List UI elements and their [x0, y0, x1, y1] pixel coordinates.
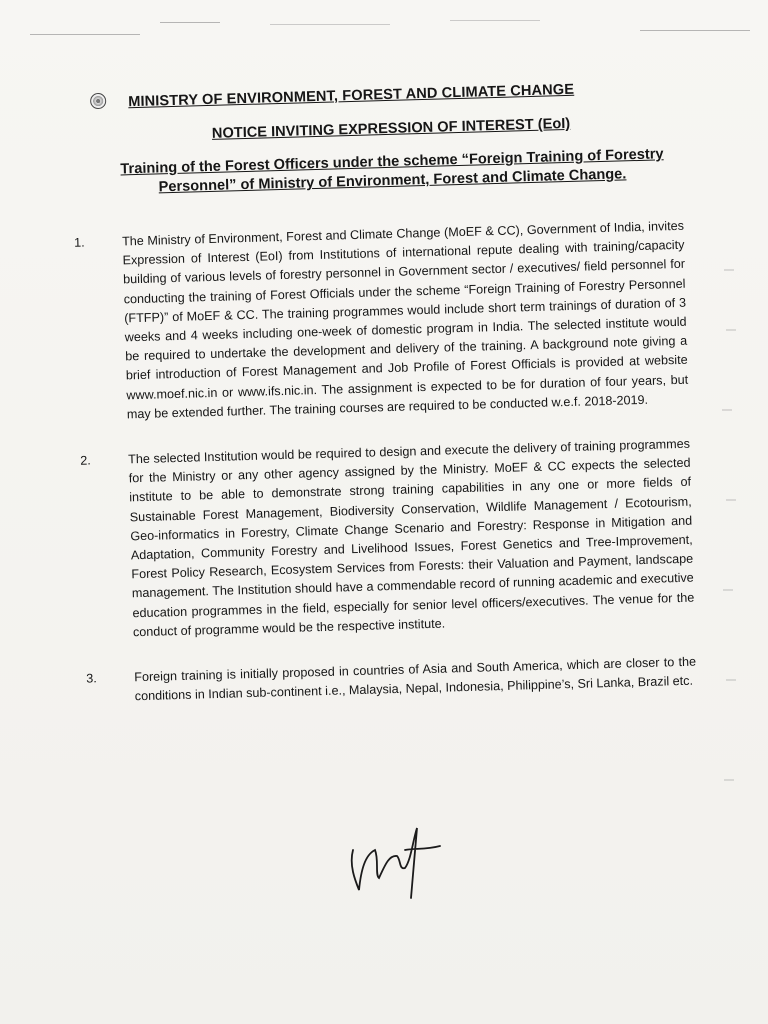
paragraph-2	[80, 435, 695, 643]
ministry-heading: MINISTRY OF ENVIRONMENT, FOREST AND CLIMATE CHANGE	[127, 81, 575, 111]
paragraph-number: 3.	[86, 671, 97, 686]
scan-artifacts-margin	[720, 260, 740, 860]
paragraph-text: The Ministry of Environment, Forest and Climate Change (MoEF & CC), Government of India, invites Expression of Interest (EoI) from Institutions of international repute dealing with training/capacity building of various levels of forestry personnel in Government sector / executives/ field personnel for conducting the training of Forest Officials under the scheme “Foreign Training of Forestry Personnel (FTFP)” of MoEF & CC. The training programmes would include short term trainings of duration of 3 weeks and 4 weeks including one-week of domestic program in India. The selected institute would be required to undertake the development and delivery of the training. A background note giving a brief introduction of Forest Management and Job Profile of Forest Officials is provided at website www.moef.nic.in or www.ifs.nic.in. The assignment is expected to be for duration of four years, but may be extended further. The training courses are required to be conducted w.e.f. 2018-2019.	[121, 218, 689, 422]
government-emblem-icon	[90, 93, 106, 109]
notice-subtitle: Training of the Forest Officers under the scheme “Foreign Training of Forestry Personnel” of Ministry of Environment, Forest and Climate Change.	[120, 146, 664, 196]
paragraph-1	[73, 217, 689, 425]
paragraph-3	[86, 653, 697, 708]
paragraph-text: The selected Institution would be required to design and execute the delivery of training programmes for the Ministry or any other agency assigned by the Ministry. MoEF & CC expects the selected institute to be able to demonstrate strong training capabilities in any one or more fields of Sustainable Forest Management, Biodiversity Conservation, Wildlife Management / Ecotourism, Geo-informatics in Forestry, Climate Change Scenario and Forestry: Response in Mitigation and Adaptation, Community Forestry and Livelihood Issues, Forest Genetics and Tree-Improvement, Forest Policy Research, Ecosystem Services from Forests: their Valuation and Payment, landscape management. The Institution should have a commendable record of running academic and executive education programmes in the field, especially for senior level officers/executives. The venue for the conduct of programme would be the respective institute.	[127, 436, 695, 640]
paragraph-text: Foreign training is initially proposed in countries of Asia and South America, which are closer to the conditions in Indian sub-continent i.e., Malaysia, Nepal, Indonesia, Philippine’s, Sri Lanka, Brazil etc.	[134, 654, 697, 704]
notice-heading: NOTICE INVITING EXPRESSION OF INTEREST (EoI)	[211, 115, 571, 142]
handwritten-signature	[345, 820, 445, 900]
scan-artifacts-top	[30, 14, 750, 48]
paragraph-number: 2.	[80, 453, 91, 468]
paragraph-number: 1.	[73, 235, 85, 250]
document-content	[73, 79, 697, 707]
